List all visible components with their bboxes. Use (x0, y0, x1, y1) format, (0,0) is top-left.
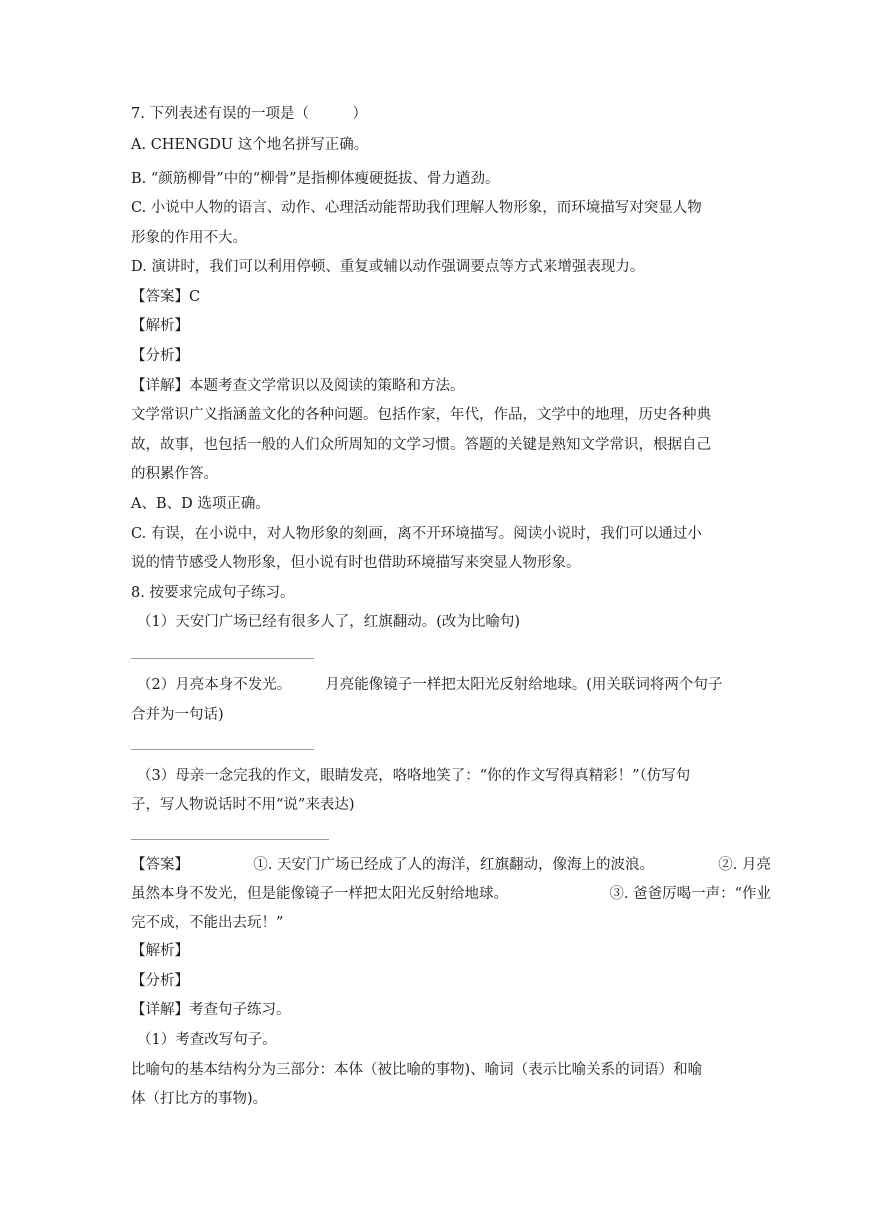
q7-stem: 7. 下列表述有误的一项是（ ） (131, 106, 367, 122)
q7-analysis-label: 【解析】 (131, 318, 189, 334)
q7-option-d: D. 演讲时，我们可以利用停顿、重复或辅以动作强调要点等方式来增强表现力。 (131, 259, 645, 275)
q8-fenxi-label: 【分析】 (131, 973, 189, 989)
q8-sentence-2-part-a: （2）月亮本身不发光。 (137, 677, 292, 693)
q7-explanation-line1: C. 有误，在小说中，对人物形象的刻画，离不开环境描写。阅读小说时，我们可以通过小 (131, 526, 702, 542)
q8-analysis-label: 【解析】 (131, 943, 189, 959)
q8-sentence-3-line2: 子，写人物说话时不用“说”来表达) (131, 797, 355, 813)
q7-option-c-line2: 形象的作用不大。 (131, 230, 247, 246)
q7-explanation-line2: 说的情节感受人物形象，但小说有时也借助环境描写来突显人物形象。 (131, 555, 581, 571)
q8-answer-2-end: 虽然本身不发光，但是能像镜子一样把太阳光反射给地球。 (131, 886, 508, 902)
q8-answer-line2 (131, 884, 771, 904)
q8-answer-blank-1 (131, 658, 314, 659)
q8-answer-blank-3 (131, 839, 329, 840)
q7-fenxi-label: 【分析】 (131, 348, 189, 364)
q7-answer: 【答案】C (131, 289, 201, 305)
q7-option-c-line1: C. 小说中人物的语言、动作、心理活动能帮助我们理解人物形象，而环境描写对突显人物 (131, 200, 702, 216)
q8-stem: 8. 按要求完成句子练习。 (131, 585, 295, 601)
q8-answer-1: ①. 天安门广场已经成了人的海洋，红旗翻动，像海上的波浪。 (253, 857, 654, 873)
q8-answer-2-start: ②. 月亮 (718, 857, 771, 873)
q8-detail-item-1: （1）考查改写句子。 (137, 1032, 277, 1048)
q8-sentence-2-line1 (137, 675, 777, 695)
q8-answer-blank-2 (131, 749, 314, 750)
q7-option-b: B. “颜筋柳骨”中的“柳骨”是指柳体瘦硬挺拔、骨力遒劲。 (131, 171, 500, 187)
q8-answer-3-start: ③. 爸爸厉喝一声：“作业 (609, 886, 771, 902)
q7-detail: 【详解】本题考查文学常识以及阅读的策略和方法。 (131, 378, 465, 394)
q8-sentence-3-line1: （3）母亲一念完我的作文，眼睛发亮，咯咯地笑了：“你的作文写得真精彩！”（仿写句 (137, 768, 691, 784)
q8-detail-line2: 体（打比方的事物)。 (131, 1091, 268, 1107)
q7-paragraph-line3: 的积累作答。 (131, 466, 218, 482)
q8-detail: 【详解】考查句子练习。 (131, 1002, 291, 1018)
q7-option-a: A. CHENGDU 这个地名拼写正确。 (131, 137, 369, 153)
q8-detail-line1: 比喻句的基本结构分为三部分：本体（被比喻的事物)、喻词（表示比喻关系的词语）和喻 (131, 1062, 703, 1078)
q8-sentence-1: （1）天安门广场已经有很多人了，红旗翻动。(改为比喻句) (137, 614, 521, 630)
q8-sentence-2-part-b: 月亮能像镜子一样把太阳光反射给地球。(用关联词将两个句子 (325, 677, 723, 693)
q8-sentence-2-line2: 合并为一句话) (131, 707, 224, 723)
q8-answer-label: 【答案】 (131, 857, 189, 873)
q7-paragraph-line2: 故，故事，也包括一般的人们众所周知的文学习惯。答题的关键是熟知文学常识，根据自己 (131, 437, 711, 453)
q8-answer-line1 (131, 855, 771, 875)
q8-answer-3-end: 完不成，不能出去玩！” (131, 915, 284, 931)
q7-correct-options: A、B、D 选项正确。 (131, 496, 270, 512)
q7-paragraph-line1: 文学常识广义指涵盖文化的各种问题。包括作家，年代，作品，文学中的地理，历史各种典 (131, 407, 711, 423)
